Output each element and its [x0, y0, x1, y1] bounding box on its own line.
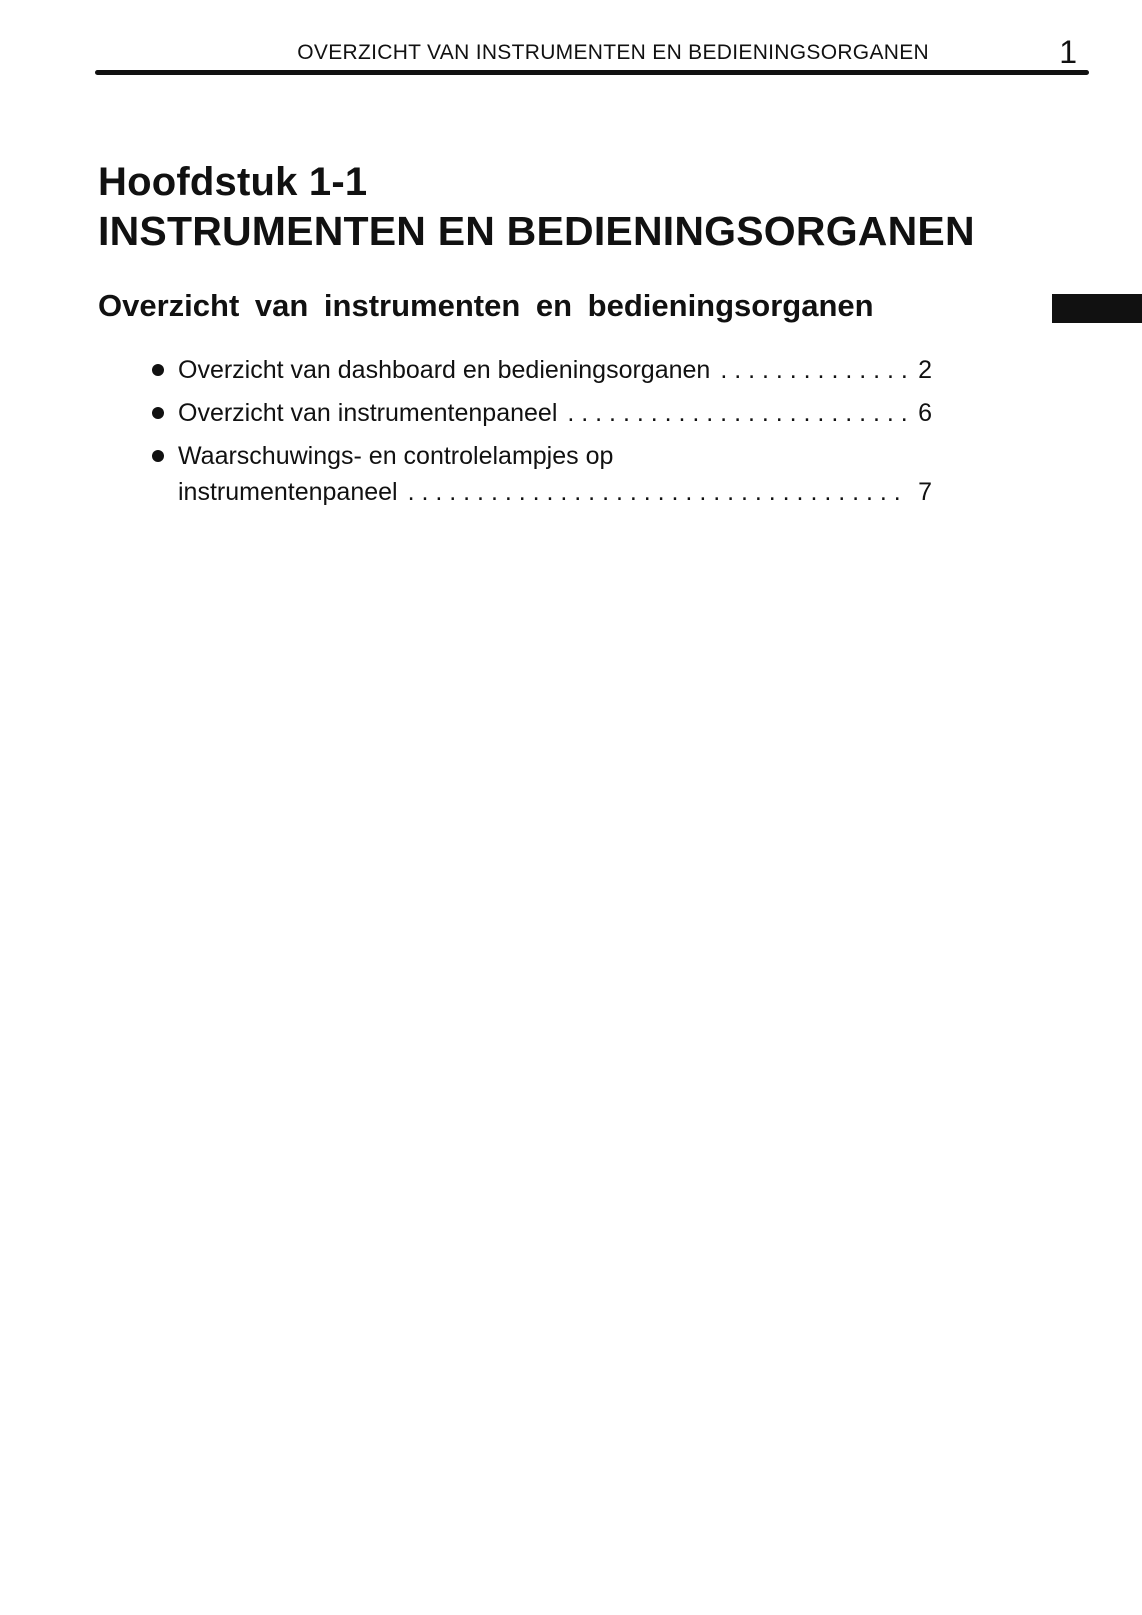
chapter-number: Hoofdstuk 1-1	[98, 160, 368, 204]
toc-page-number: 2	[918, 356, 932, 384]
bullet-icon	[152, 364, 164, 376]
toc-line	[178, 474, 932, 510]
bullet-icon	[152, 450, 164, 462]
bullet-icon	[152, 407, 164, 419]
chapter-tab-marker	[1052, 294, 1142, 323]
section-title: Overzicht van instrumenten en bedieningsorganen	[98, 288, 874, 323]
toc-entry-dashboard[interactable]	[152, 352, 932, 388]
toc-line	[178, 395, 932, 431]
toc-entry-text-line2: instrumentenpaneel	[178, 478, 398, 506]
toc-page-number: 6	[918, 399, 932, 427]
chapter-title: INSTRUMENTEN EN BEDIENINGSORGANEN	[98, 208, 975, 254]
dot-leader	[567, 395, 910, 431]
table-of-contents	[152, 352, 932, 510]
dot-leader	[720, 352, 910, 388]
dot-leader	[408, 474, 911, 510]
toc-entry-warning-lights[interactable]	[152, 438, 932, 510]
toc-entry-text-line1: Waarschuwings- en controlelampjes op	[178, 442, 614, 470]
toc-entry-text: Overzicht van instrumentenpaneel	[178, 399, 558, 427]
toc-page-number: 7	[918, 478, 932, 506]
running-title: OVERZICHT VAN INSTRUMENTEN EN BEDIENINGSORGANEN	[297, 41, 929, 64]
toc-line	[178, 438, 932, 474]
toc-line	[178, 352, 932, 388]
toc-entry-instrument-panel[interactable]	[152, 395, 932, 431]
toc-entry-text: Overzicht van dashboard en bedieningsorganen	[178, 356, 711, 384]
page-number: 1	[1059, 34, 1077, 70]
running-header	[95, 36, 1089, 76]
header-rule	[95, 70, 1089, 75]
